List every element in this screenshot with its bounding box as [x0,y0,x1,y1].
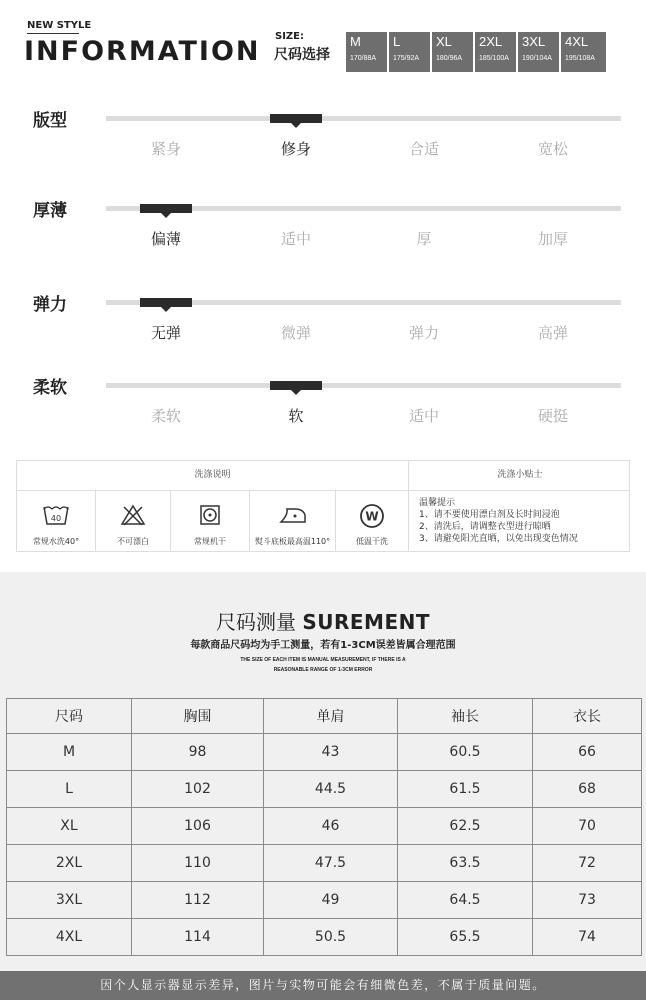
size-chip-name: XL [436,34,452,49]
table-row [7,882,642,919]
wash-icon-label: 常规水洗40° [32,537,80,546]
table-cell: 3XL [7,882,132,919]
table-cell: XL [7,808,132,845]
size-chip-2xl[interactable] [475,32,516,72]
wash-instructions-header: 洗涤说明 [194,470,231,480]
size-chip-measure: 175/92A [393,55,420,62]
scale-option: 高弹 [537,324,568,342]
wash-icon-label: 低温干洗 [356,537,388,546]
wash-tip-line: 2、清洗后，请调整衣型进行晾晒 [419,522,551,532]
scale-selected-marker [270,114,322,123]
wash-tip-line: 温馨提示 [419,498,456,508]
size-table [6,698,642,956]
scale-option: 柔软 [150,407,181,425]
table-cell: 61.5 [398,771,533,808]
wash-icon-label: 不可漂白 [117,537,149,546]
wash-icon-cell [96,491,170,552]
table-cell: 73 [533,882,642,919]
table-cell: 102 [132,771,264,808]
scale-title: 厚薄 [33,201,67,221]
measurement-title [0,606,646,635]
wash-icon-label: 熨斗底板最高温110° [254,537,331,546]
wash-temp-text: 40 [50,514,62,523]
scale-selected-marker [140,298,192,307]
wash-tips-header: 洗涤小贴士 [497,470,543,480]
measurement-title-en: SUREMENT [302,610,430,634]
table-cell: 112 [132,882,264,919]
table-cell: 4XL [7,919,132,956]
measurement-note-line: THE SIZE OF EACH ITEM IS MANUAL MEASUREMENT, IF THERE IS A [240,657,406,663]
no-bleach-icon [120,503,146,527]
scale-option: 弹力 [408,324,439,342]
wash-icon-cell [336,491,408,552]
table-cell: 47.5 [264,845,398,882]
table-cell: 44.5 [264,771,398,808]
table-row [7,919,642,956]
table-row [7,771,642,808]
scale-option: 加厚 [537,230,568,248]
table-cell: 64.5 [398,882,533,919]
table-cell: M [7,734,132,771]
table-cell: 72 [533,845,642,882]
size-chip-m[interactable] [346,32,387,72]
measurement-note-line: REASONABLE RANGE OF 1-3CM ERROR [273,667,373,673]
table-cell: 2XL [7,845,132,882]
size-select-label: 尺码选择 [274,47,330,63]
size-chip-name: 2XL [479,34,503,49]
table-cell: 49 [264,882,398,919]
table-cell: 70 [533,808,642,845]
scale-option: 无弹 [150,324,181,342]
scale-option: 修身 [280,140,311,158]
tumble-dry-icon [198,503,222,527]
scale-title: 弹力 [33,295,67,315]
column-header: 袖长 [398,699,533,734]
table-cell: 50.5 [264,919,398,956]
column-header: 胸围 [132,699,264,734]
size-chip-name: 3XL [522,34,546,49]
dry-clean-text: W [365,509,379,524]
dry-clean-w-icon [359,503,385,529]
wash-icon-label: 常规机干 [194,537,226,546]
table-cell: 114 [132,919,264,956]
size-chip-measure: 180/96A [436,55,463,62]
measurement-subtitle: 每款商品尺码均为手工测量，若有1-3CM误差皆属合理范围 [190,640,456,651]
table-cell: 63.5 [398,845,533,882]
size-chip-measure: 170/88A [350,55,377,62]
divider [408,461,409,551]
scale-title: 柔软 [33,378,67,398]
new-style-label: NEW STYLE [27,20,92,31]
scale-option: 微弹 [280,324,311,342]
column-header: 衣长 [533,699,642,734]
size-chip-list [346,32,606,72]
scale-option: 宽松 [537,140,568,158]
table-row [7,734,642,771]
table-cell: 74 [533,919,642,956]
measurement-note [0,655,646,675]
size-chip-name: M [350,34,361,49]
wash-icon-cell [250,491,335,552]
scale-option: 适中 [280,230,311,248]
wash-icon-cell [17,491,95,552]
table-cell: 98 [132,734,264,771]
scale-option: 硬挺 [537,407,568,425]
table-cell: 62.5 [398,808,533,845]
scale-option: 紧身 [150,140,181,158]
iron-110-icon [278,503,308,527]
size-chip-measure: 195/108A [565,55,595,62]
wash-icon-cell [171,491,249,552]
size-chip-l[interactable] [389,32,430,72]
table-cell: 66 [533,734,642,771]
wash-tips-text [419,497,578,545]
size-chip-name: 4XL [565,34,589,49]
table-cell: 106 [132,808,264,845]
table-cell: 65.5 [398,919,533,956]
table-row [7,808,642,845]
scale-selected-marker [270,381,322,390]
table-cell: 46 [264,808,398,845]
size-table-header-row [7,699,642,734]
wash-40-icon [42,503,70,527]
size-chip-measure: 185/100A [479,55,509,62]
scale-option: 软 [288,407,304,425]
table-cell: 43 [264,734,398,771]
scale-track [106,116,621,121]
scale-title: 版型 [33,111,67,131]
table-row [7,845,642,882]
size-chip-xl[interactable] [432,32,473,72]
measurement-title-cn: 尺码测量 [215,610,296,634]
wash-tip-line: 3、请避免阳光直晒，以免出现变色情况 [419,534,578,544]
scale-option: 适中 [408,407,439,425]
scale-option: 合适 [408,140,439,158]
scale-option: 厚 [416,230,432,248]
size-chip-measure: 190/104A [522,55,552,62]
size-label: SIZE: [275,31,305,42]
column-header: 单肩 [264,699,398,734]
page-title: INFORMATION [24,36,261,67]
scale-selected-marker [140,204,192,213]
new-style-underline [27,33,79,34]
color-disclaimer: 因个人显示器显示差异，图片与实物可能会有细微色差，不属于质量问题。 [0,971,646,1000]
wash-tip-line: 1、请不要使用漂白剂及长时间浸泡 [419,510,560,520]
size-chip-4xl[interactable] [561,32,606,72]
column-header: 尺码 [7,699,132,734]
wash-care-table [16,460,630,552]
table-cell: 60.5 [398,734,533,771]
table-cell: 110 [132,845,264,882]
scale-track [106,383,621,388]
table-cell: 68 [533,771,642,808]
scale-option: 偏薄 [150,230,181,248]
size-chip-name: L [393,34,401,49]
table-cell: L [7,771,132,808]
size-chip-3xl[interactable] [518,32,559,72]
